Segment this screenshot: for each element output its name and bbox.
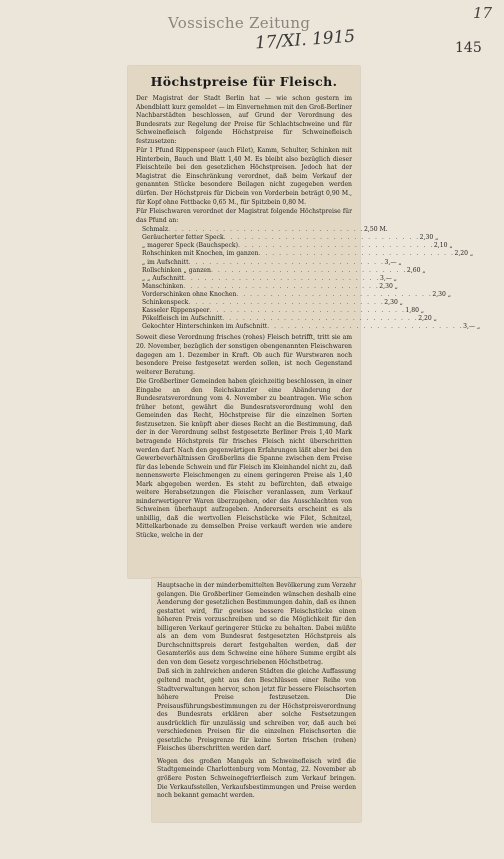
price-row: Schmalz . . . . . . . . . . . . . . . . . . . . . . . . . . . . . 2,50 M. [142,226,388,234]
price-item-name: Manschinken [142,282,184,290]
price-item-value: 2,30 „ [419,234,439,242]
price-row: Vorderschinken ohne Knochen . . . . . . . . . . . . . . . . . . . . . . . . . . . . . 2,30 „ [142,290,452,298]
price-item-value: 2,30 „ [379,282,398,290]
price-item-name: „ magerer Speck (Bauchspeck) [142,242,238,250]
newspaper-clipping-continuation [152,578,361,822]
price-item-value: 2,20 „ [418,315,437,323]
intro-paragraph: Für 1 Pfund Rippenspeer (auch Filet), Kamm, Schulter, Schinken mit Hinterbein, Bauch und Blatt 1,40 M. Es bleibt also bezüglich dieser Fleischteile bei den gesetzlichen Höchstpreisen. Jedoch hat der Magistrat die Einschränkung verordnet, daß beim Verkauf der genannten Stücke besondere Beilagen nicht zugegeben werden dürfen. Der Höchstpreis für Dicbein von Vorderbein beträgt 0,90 M., für Kopf ohne Fettbacke 0,65 M., für Spitzbein 0,80 M. [136,147,352,206]
price-row: Gekochter Hinterschinken im Aufschnitt . . . . . . . . . . . . . . . . . . . . . . . . . . . . . 3,— „ [142,323,481,331]
price-item-name: Schinkenspeck [142,299,189,307]
price-item-value: 1,80 „ [405,307,425,315]
newspaper-masthead: Vossische Zeitung [168,14,311,32]
price-row: „ „ Aufschnitt . . . . . . . . . . . . . . . . . . . . . . . . . . . . . 3,— „ [142,274,397,282]
price-item-value: 3,— „ [463,323,481,331]
continuation-paragraph: Hauptsache in der minderbemittelten Bevölkerung zum Verzehr gelangen. Die Großberliner Gemeinden wünschen deshalb eine Aenderung der gesetzlichen Bestimmungen dahin, daß es ihnen gestattet wird, für gewisse bessere Fleischstücke einen höheren Preis vorzuschreiben und so die Möglichkeit für den billigeren Verkauf geringerer Stücke zu behalten. Dabei müßte als an dem vom Bundesrat festgesetzten Höchstpreis als Durchschnittspreis derart festgehalten werden, daß der Gesamterlös aus dem Schweine eine höhere Summe ergibt als den von dem Gesetz vorgeschriebenen Höchstbetrag. [157,582,356,666]
continuation-paragraph: Daß sich in zahlreichen anderen Städten die gleiche Auffassung geltend macht, geht aus den Beschlüssen einer Reihe von Stadtverwaltungen hervor, schon jetzt für bessere Fleischsorten höhere Preise festzusetzen. Die Preisausführungsbestimmungen zu der Höchstpreisverordnung des Bundesrats erklären aber solche Festsetzungen ausdrücklich für unzulässig und schreiben vor, daß auch bei verschiedenen Preisen für die einzelnen Fleischsorten die gesetzliche Preisgrenze für keine Sorten frischen (rohen) Fleisches überschritten werden darf. [157,668,356,753]
price-item-value: 2,10 „ [433,242,453,250]
price-item-value: 3,— „ [384,258,402,266]
article-headline: Höchstpreise für Fleisch. [150,74,338,89]
price-item-value: 2,30 „ [384,299,403,307]
continuation-paragraph: Wegen des großen Mangels an Schweinefleisch wird die Stadtgemeinde Charlottenburg vom Montag, 22. November ab größere Posten Schweinegefrierfleisch zum Verkauf bringen. Die Verkaufsstellen, Verkaufsbestimmungen und Preise werden noch bekannt gemacht werden. [157,757,356,800]
price-list [128,226,481,331]
page-number: 145 [455,40,482,56]
price-item-name: Rohschinken mit Knochen, im ganzen [142,250,259,258]
handwritten-number: 17 [473,4,493,22]
price-item-name: „ im Aufschnitt [142,258,189,266]
price-row: „ im Aufschnitt . . . . . . . . . . . . . . . . . . . . . . . . . . . . . 3,— „ [142,258,402,266]
price-row: Schinkenspeck . . . . . . . . . . . . . . . . . . . . . . . . . . . . . 2,30 „ [142,299,403,307]
price-item-value: 3,— „ [379,274,397,282]
price-item-name: Gekochter Hinterschinken im Aufschnitt [142,323,268,331]
price-item-value: 2,60 „ [406,266,426,274]
price-item-name: Vorderschinken ohne Knochen [142,290,237,298]
price-row: Pökelfleisch im Aufschnitt . . . . . . . . . . . . . . . . . . . . . . . . . . . . . 2,20 „ [142,315,437,323]
price-item-value: 2,30 „ [432,290,452,298]
price-row: Manschinken . . . . . . . . . . . . . . . . . . . . . . . . . . . . . 2,30 „ [142,282,398,290]
price-row: Kasseler Rippenspeer . . . . . . . . . . . . . . . . . . . . . . . . . . . . . 1,80 „ [142,307,425,315]
newspaper-clipping-main [128,66,481,578]
price-item-name: Rollschinken „ ganzen [142,266,211,274]
price-item-value: 2,20 „ [454,250,474,258]
price-item-name: Geräucherter fetter Speck [142,234,224,242]
intro-paragraph: Für Fleischwaren verordnet der Magistrat folgende Höchstpreise für das Pfund an: [136,208,352,224]
price-item-name: „ „ Aufschnitt [142,274,185,282]
price-item-value: 2,50 M. [364,226,388,234]
price-item-name: Pökelfleisch im Aufschnitt [142,315,223,323]
price-row: „ magerer Speck (Bauchspeck) . . . . . . . . . . . . . . . . . . . . . . . . . . . . . 2,10 „ [142,242,453,250]
price-item-name: Schmalz [142,226,169,234]
body-paragraph: Soweit diese Verordnung frisches (rohes) Fleisch betrifft, tritt sie am 20. November, bezüglich der sonstigen obengenannten Fleischwaren dagegen am 1. Dezember in Kraft. Ob auch für Wurstwaren noch besondere Preise festgesetzt werden sollen, ist noch Gegenstand weiterer Beratung. [136,334,352,376]
article-intro [128,95,360,225]
price-item-name: Kasseler Rippenspeer [142,307,210,315]
article-continuation [152,578,361,801]
price-row: Geräucherter fetter Speck . . . . . . . . . . . . . . . . . . . . . . . . . . . . . 2,30 „ [142,234,439,242]
intro-paragraph: Der Magistrat der Stadt Berlin hat — wie schon gestern im Abendblatt kurz gemeldet — im Einvernehmen mit den Groß-Berliner Nachbarstädten beschlossen, auf Grund der Verordnung des Bundesrats zur Regelung der Preise für Schlachtschweine und für Schweinefleisch folgende Höchstpreise für Schweinefleisch festzusetzen: [136,95,352,145]
price-row: Rohschinken mit Knochen, im ganzen . . . . . . . . . . . . . . . . . . . . . . . . . . . . . 2,20 „ [142,250,474,258]
handwritten-date: 17/XI. 1915 [254,26,356,54]
article-body [128,334,360,540]
body-paragraph: Die Großberliner Gemeinden haben gleichzeitig beschlossen, in einer Eingabe an den Reichskanzler eine Abänderung der Bundesratsverordnung vom 4. November zu beantragen. Wie schon früher betont, gewährt die Bundesratsverordnung wohl den Gemeinden das Recht, Höchstpreise für die einzelnen Sorten festzusetzen. Sie knüpft aber dieses Recht an die Bestimmung, daß der in der Verordnung selbst festgesetzte Berliner Preis 1,40 Mark betragende Höchstpreis für frisches Fleisch nicht überschritten werden darf. Nach den gegenwärtigen Erfahrungen läßt aber bei den Gewerbeverhältnissen Großberlins die Spanne zwischen dem Preise für das lebende Schwein und für Fleisch im Kleinhandel nicht zu, daß nennenswerte Fleischmengen zu einem geringeren Preise als 1,40 Mark abgegeben werden. Es steht zu befürchten, daß etwaige weitere Herabsetzungen die Fleischer veranlassen, zum Verkauf minderwertigerer Waren überzugehen, oder das Ausschlachten von Schweinen überhaupt aufzugeben. Andererseits erscheint es als unbillig, daß die wertvollen Fleischstücke wie Filet, Schnitzel, Mittelkarbonade zu demselben Preise verkauft werden wie andere Stücke, welche in der [136,378,352,539]
price-row: Rollschinken „ ganzen . . . . . . . . . . . . . . . . . . . . . . . . . . . . . 2,60 „ [142,266,426,274]
